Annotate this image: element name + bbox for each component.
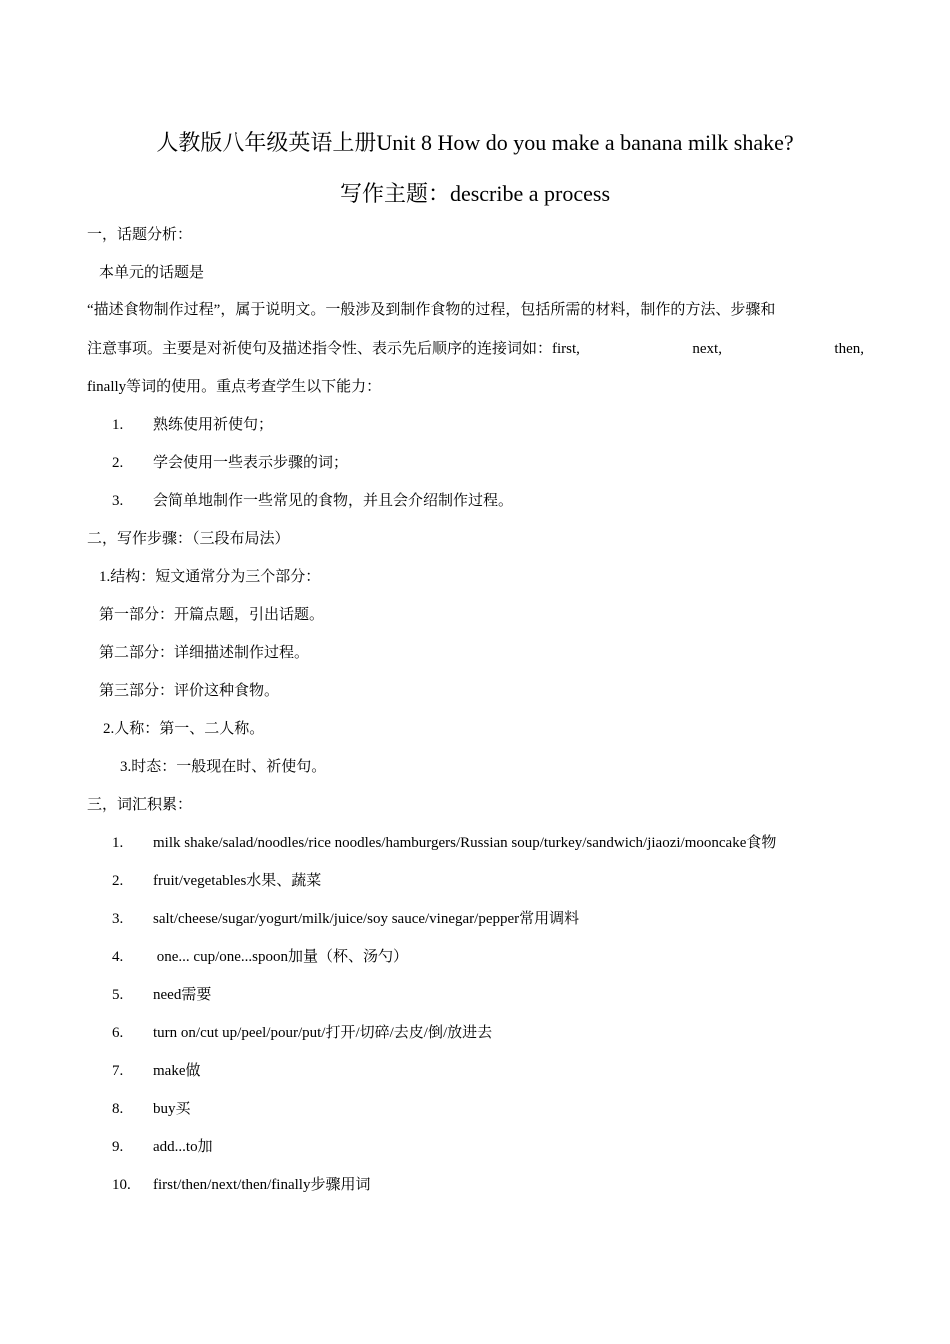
ability-item: 学会使用一些表示步骤的词； — [153, 455, 349, 471]
intro-line-3 — [87, 339, 864, 359]
vocab-item: add...to加 — [153, 1139, 213, 1155]
ability-number: 3. — [112, 493, 124, 509]
vocab-number: 3. — [112, 911, 124, 927]
vocab-item: need需要 — [153, 987, 212, 1003]
part-2-line: 第二部分：详细描述制作过程。 — [99, 645, 310, 661]
intro-line-3-part-2: next, — [692, 341, 722, 357]
ability-item: 会简单地制作一些常见的食物，并且会介绍制作过程。 — [153, 493, 514, 509]
vocab-number: 1. — [112, 835, 124, 851]
intro-line-1: 本单元的话题是 — [99, 265, 205, 281]
vocab-number: 5. — [112, 987, 124, 1003]
ability-item: 熟练使用祈使句； — [153, 417, 274, 433]
person-line: 2.人称：第一、二人称。 — [103, 721, 265, 737]
document-title: 人教版八年级英语上册Unit 8 How do you make a banana milk shake? — [156, 130, 794, 155]
ability-number: 1. — [112, 417, 124, 433]
vocab-item: fruit/vegetables水果、蔬菜 — [153, 873, 322, 889]
section-heading-writing-steps: 二，写作步骤：（三段布局法） — [87, 531, 290, 547]
section-heading-topic-analysis: 一，话题分析： — [87, 227, 193, 243]
intro-line-4: finally等词的使用。重点考查学生以下能力： — [87, 379, 382, 395]
vocab-item: first/then/next/then/finally步骤用词 — [153, 1177, 371, 1193]
document-subtitle: 写作主题：describe a process — [339, 181, 611, 206]
structure-line: 1.结构：短文通常分为三个部分： — [99, 569, 321, 585]
tense-line: 3.时态：一般现在时、祈使句。 — [120, 759, 327, 775]
ability-number: 2. — [112, 455, 124, 471]
vocab-number: 6. — [112, 1025, 124, 1041]
vocab-number: 8. — [112, 1101, 124, 1117]
vocab-number: 4. — [112, 949, 124, 965]
intro-line-3-part-1: 注意事项。主要是对祈使句及描述指令性、表示先后顺序的连接词如：first, — [87, 341, 580, 357]
vocab-number: 7. — [112, 1063, 124, 1079]
vocab-item: one... cup/one...spoon加量（杯、汤勺） — [153, 949, 408, 965]
vocab-item: salt/cheese/sugar/yogurt/milk/juice/soy sauce/vinegar/pepper常用调料 — [153, 911, 580, 927]
vocab-item: buy买 — [153, 1101, 191, 1117]
intro-line-2: “描述食物制作过程”，属于说明文。一般涉及到制作食物的过程，包括所需的材料，制作的方法、步骤和 — [87, 302, 776, 318]
part-1-line: 第一部分：开篇点题，引出话题。 — [99, 607, 325, 623]
vocab-number: 9. — [112, 1139, 124, 1155]
intro-line-3-part-3: then, — [834, 341, 864, 357]
vocab-number: 10. — [112, 1177, 131, 1193]
vocab-number: 2. — [112, 873, 124, 889]
section-heading-vocabulary: 三，词汇积累： — [87, 797, 193, 813]
vocab-item: turn on/cut up/peel/pour/put/打开/切碎/去皮/倒/放进去 — [153, 1025, 493, 1041]
vocab-item: milk shake/salad/noodles/rice noodles/hamburgers/Russian soup/turkey/sandwich/jiaozi/mooncake食物 — [153, 835, 777, 851]
part-3-line: 第三部分：评价这种食物。 — [99, 683, 280, 699]
vocab-item: make做 — [153, 1063, 201, 1079]
